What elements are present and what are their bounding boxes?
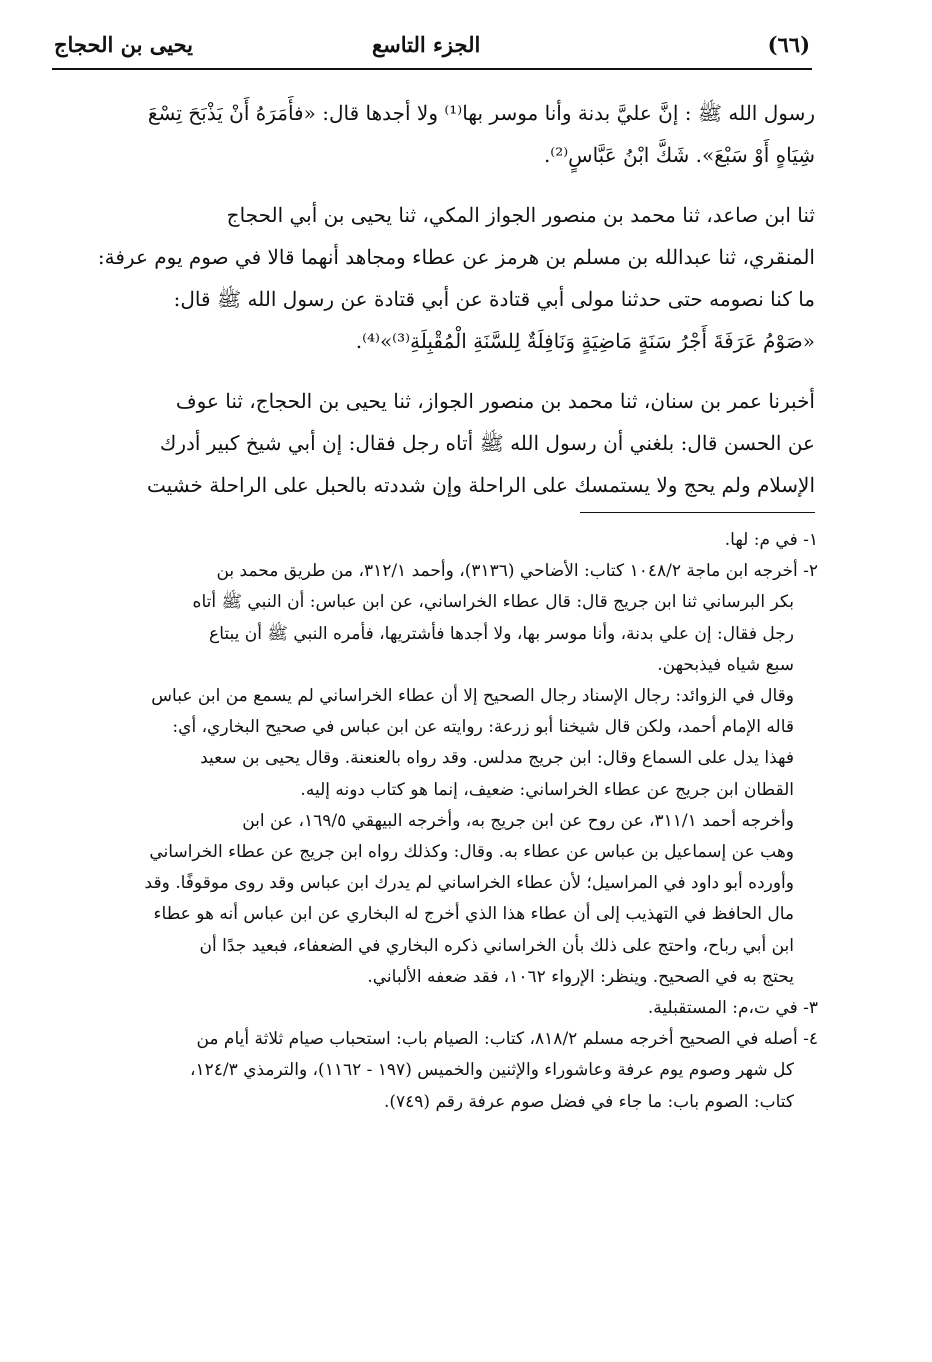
footnote-line: سبع شياه فيذبحهن. (657, 654, 794, 675)
footnote-line: ابن أبي رباح، واحتج على ذلك بأن الخراساني ذكره البخاري في الضعفاء، فبعيد جدًا أن (199, 935, 794, 956)
footnote (78, 806, 818, 993)
text-line: ما كنا نصومه حتى حدثنا مولى أبي قتادة عن أبي قتادة عن رسول الله ﷺ قال: (173, 287, 815, 311)
footnotes (78, 525, 818, 1118)
page-number: (٦٦) (767, 32, 810, 57)
text-line: أخبرنا عمر بن سنان، ثنا محمد بن منصور الجواز، ثنا يحيى بن الحجاج، ثنا عوف (175, 389, 815, 413)
footnote-line: وأورده أبو داود في المراسيل؛ لأن عطاء الخراساني لم يدرك ابن عباس وقد روى موقوفًا. وقد (144, 873, 794, 894)
footnote (78, 993, 818, 1024)
footnote-line: رجل فقال: إن علي بدنة، وأنا موسر بها، ولا أجدها فأشتريها، فأمره النبي ﷺ أن يبتاع (209, 623, 794, 644)
footnote-line: وهب عن إسماعيل بن عباس عن عطاء به. وقال: وكذلك رواه ابن جريج عن عطاء الخراساني (149, 842, 794, 863)
paragraph (80, 92, 815, 176)
main-text (80, 92, 815, 524)
footnote (78, 681, 818, 806)
footnote-line: ٣- في ت،م: المستقبلية. (647, 998, 818, 1019)
paragraph (80, 380, 815, 506)
author-title: يحيى بن الحجاج (54, 32, 193, 57)
footnote-line: ٤- أصله في الصحيح أخرجه مسلم ٨١٨/٢، كتاب: الصيام باب: استحباب صيام ثلاثة أيام من (196, 1029, 818, 1050)
footnote-line: بكر البرساني ثنا ابن جريج قال: قال عطاء الخراساني، عن ابن عباس: أن النبي ﷺ أتاه (192, 592, 794, 613)
footnote (78, 1024, 818, 1118)
footnote-line: فهذا يدل على السماع وقال: ابن جريج مدلس. وقد رواه بالعنعنة. وقال يحيى بن سعيد (200, 748, 794, 769)
paragraph (80, 194, 815, 362)
text-line: «صَوْمُ عَرَفَةَ أَجْرُ سَنَةٍ مَاضِيَةٍ وَنَافِلَةٌ لِلسَّنَةِ الْمُقْبِلَةِ⁽³⁾»⁽⁴⁾. (355, 329, 815, 353)
footnote (78, 556, 818, 681)
text-line: شِيَاهٍ أَوْ سَبْعَ». شَكَّ ابْنُ عَبَّاسٍ⁽²⁾. (543, 143, 815, 167)
footnote (78, 525, 818, 556)
volume-title: الجزء التاسع (372, 32, 481, 57)
footnote-line: كل شهر وصوم يوم عرفة وعاشوراء والإثنين والخميس (١٩٧ - ١١٦٢)، والترمذي ١٢٤/٣، (190, 1060, 794, 1081)
text-line: ثنا ابن صاعد، ثنا محمد بن منصور الجواز المكي، ثنا يحيى بن أبي الحجاج (226, 203, 815, 227)
footnote-line: قاله الإمام أحمد، ولكن قال شيخنا أبو زرعة: روايته عن ابن عباس في صحيح البخاري، أي: (172, 717, 794, 738)
text-line: رسول الله ﷺ : إنَّ عليَّ بدنة وأنا موسر بها⁽¹⁾ ولا أجدها قال: «فأَمَرَهُ أَنْ يَذْبَحَ تِسْعَ (147, 101, 815, 125)
footnote-line: وأخرجه أحمد ٣١١/١، عن روح عن ابن جريج به، وأخرجه البيهقي ١٦٩/٥، عن ابن (242, 810, 794, 831)
footnote-line: ١- في م: لها. (724, 530, 818, 550)
footnote-line: يحتج به في الصحيح. وينظر: الإرواء ١٠٦٢، فقد ضعفه الألباني. (367, 966, 794, 987)
footnote-line: القطان ابن جريج عن عطاء الخراساني: ضعيف، إنما هو كتاب دونه إليه. (300, 779, 794, 800)
footnote-line: كتاب: الصوم باب: ما جاء في فضل صوم عرفة رقم (٧٤٩). (383, 1091, 794, 1112)
text-line: المنقري، ثنا عبدالله بن مسلم بن هرمز عن عطاء ومجاهد أنهما قالا في صوم يوم عرفة: (97, 245, 815, 269)
text-line: عن الحسن قال: بلغني أن رسول الله ﷺ أتاه رجل فقال: إن أبي شيخ كبير أدرك (159, 431, 815, 455)
page-header (52, 28, 812, 70)
footnote-divider (580, 512, 815, 513)
text-line: الإسلام ولم يحج ولا يستمسك على الراحلة وإن شددته بالحبل على الراحلة خشيت (147, 473, 815, 497)
footnote-line: مال الحافظ في التهذيب إلى أن عطاء هذا الذي أخرج له البخاري عن ابن عباس أنه هو عطاء (153, 904, 794, 925)
footnote-line: ٢- أخرجه ابن ماجة ١٠٤٨/٢ كتاب: الأضاحي (٣١٣٦)، وأحمد ٣١٢/١، من طريق محمد بن (216, 561, 818, 582)
footnote-line: وقال في الزوائد: رجال الإسناد رجال الصحيح إلا أن عطاء الخراساني لم يسمع من ابن عباس (151, 686, 794, 707)
